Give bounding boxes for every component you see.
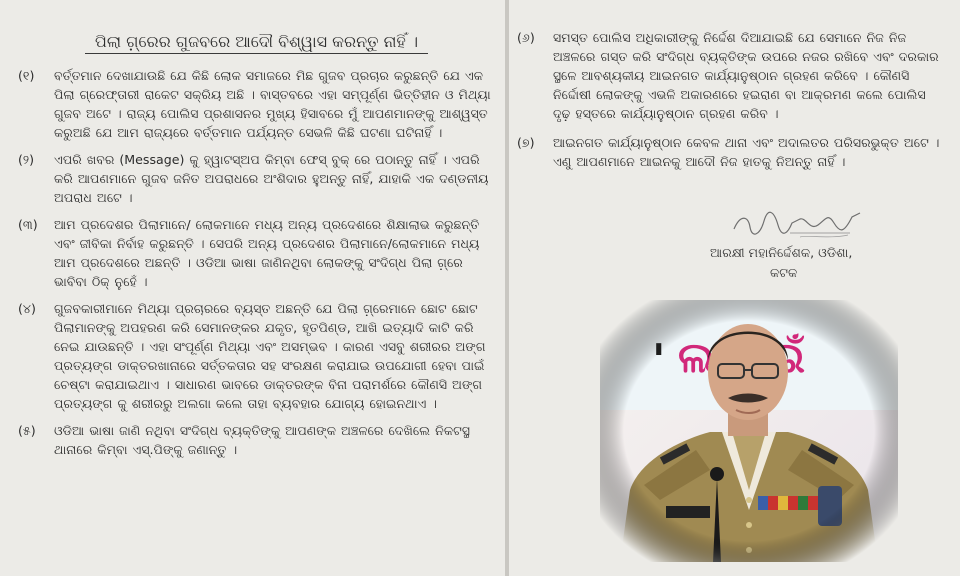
officer-portrait — [600, 300, 898, 562]
paragraph-text: ଏପରି ଖବର (Message) କୁ ହ୍ୱାଟସ୍‌ଅପ କିମ୍ବା ଫେସ୍ ବୁକ୍ ରେ ପଠାନ୍ତୁ ନାହିଁ । ଏପରି କରି ଆପଣମାନେ ଗୁଜବ ଜନିତ ଅପରାଧରେ ଅଂଶିଦାର ହୁଅନ୍ତୁ ନାହିଁ, ଯାହାକି ଏକ ଦଣ୍ଡନୀୟ ଅପରାଧ ଅଟେ । — [54, 152, 489, 205]
signatory-place: କଟକ — [770, 265, 798, 280]
paragraph-text: ଆମ ପ୍ରଦେଶର ପିଲାମାନେ/ ଲୋକମାନେ ମଧ୍ୟ ଅନ୍ୟ ପ୍ରଦେଶରେ ଶିକ୍ଷାଲାଭ କରୁଛନ୍ତି ଏବଂ ଜୀବିକା ନିର୍ବାହ କରୁଛନ୍ତି । ସେପରି ଅନ୍ୟ ପ୍ରଦେଶର ପିଲାମାନେ/ଲୋକମାନେ ମଧ୍ୟ ଆମ ପ୍ରଦେଶରେ ଅଛନ୍ତି । ଓଡିଆ ଭାଷା ଜାଣିନଥିବା ଲୋକଙ୍କୁ ସଂଦିଗ୍ଧ ପିଲା ଗ୍ରେ଼ ଭାବିବା ଠିକ୍ ନୁହେଁ । — [54, 217, 480, 289]
paragraph-number: (୧) — [18, 68, 35, 83]
signatory-designation: ଆରକ୍ଷୀ ମହାନିର୍ଦ୍ଦେଶକ, ଓଡିଶା, — [710, 245, 853, 260]
paragraph-text: ଓଡିଆ ଭାଷା ଜାଣି ନଥିବା ସଂଦିଗ୍ଧ ବ୍ୟକ୍ତିଙ୍କୁ ଆପଣଙ୍କ ଅଞ୍ଚଳରେ ଦେଖିଲେ ନିକଟସ୍ଥ ଥାନାରେ କିମ୍ବା ଏସ୍.ପିଙ୍କୁ ଜଣାନ୍ତୁ । — [54, 423, 470, 457]
paragraph-number: (୬) — [517, 30, 535, 45]
paragraph-text: ସମସ୍ତ ପୋଲିସ ଅଧିକାରୀଙ୍କୁ ନିର୍ଦ୍ଦେଶ ଦିଆଯାଇଛି ଯେ ସେମାନେ ନିଜ ନିଜ ଅଞ୍ଚଳରେ ଗସ୍ତ କରି ସଂଦିଗ୍ଧ ବ୍ୟକ୍ତିଙ୍କ ଉପରେ ନଜର ରଖିବେ ଏବଂ ଦରକାର ସ୍ଥଳେ ଆବଶ୍ୟକୀୟ ଆଇନଗତ କାର୍ଯ୍ୟାନୁଷ୍ଠାନ ଗ୍ରହଣ କରିବେ । କୌଣସି ନିର୍ଦ୍ଦୋଷୀ ଲୋକଙ୍କୁ ଏଭଳି ଅକାରଣରେ ହଇରାଣ ବା ଆକ୍ରମଣ କଲେ ପୋଲିସ ଦୃଢ଼ ହସ୍ତରେ କାର୍ଯ୍ୟାନୁଷ୍ଠାନ ଗ୍ରହଣ କରିବ । — [553, 30, 939, 121]
paragraph-number: (୨) — [18, 152, 35, 167]
paragraph-number: (୭) — [517, 135, 535, 150]
paragraph-7 — [517, 133, 948, 171]
paragraph-3 — [18, 215, 495, 291]
signature-icon — [730, 205, 880, 241]
paragraph-number: (୫) — [18, 423, 36, 438]
official-photo — [600, 300, 898, 562]
paragraph-2 — [18, 150, 495, 207]
paragraph-text: ବର୍ତ୍ତମାନ ଦେଖାଯାଉଛି ଯେ କିଛି ଲୋକ ସମାଜରେ ମିଛ ଗୁଜବ ପ୍ରଚାର କରୁଛନ୍ତି ଯେ ଏକ ପିଲା ଗ୍ରେଫ୍ତାରୀ ରାକେଟ ସକ୍ରିୟ ଅଛି । ବାସ୍ତବରେ ଏହା ସମ୍ପୂର୍ଣ୍ଣ ଭିତ୍ତିହୀନ ଓ ମିଥ୍ୟା ଗୁଜବ ଅଟେ । ରାଜ୍ୟ ପୋଲିସ ପ୍ରଶାସନର ମୁଖ୍ୟ ହିସାବରେ ମୁଁ ଆପଣମାନଙ୍କୁ ଆଶ୍ୱସ୍ତ କରୁଅଛି ଯେ ଆମ ରାଜ୍ୟରେ ବର୍ତ୍ତମାନ ପର୍ଯ୍ୟନ୍ତ ସେଭଳି କିଛି ଘଟଣା ଘଟିନାହିଁ । — [54, 68, 491, 140]
paragraph-5 — [18, 421, 495, 459]
signature-block — [710, 205, 950, 283]
paragraph-number: (୩) — [18, 217, 38, 232]
paragraph-1 — [18, 66, 495, 142]
paragraph-6 — [517, 28, 948, 123]
paragraph-text: ଆଇନଗତ କାର୍ଯ୍ୟାନୁଷ୍ଠାନ କେବଳ ଥାନା ଏବଂ ଅଦାଲତର ପରିସରଭୁକ୍ତ ଅଟେ । ଏଣୁ ଆପଣମାନେ ଆଇନକୁ ଆଦୌ ନିଜ ହାତକୁ ନିଅନ୍ତୁ ନାହିଁ । — [553, 135, 940, 169]
document-title: ପିଲା ଗ୍ରେ଼ର ଗୁଜବରେ ଆଦୌ ବିଶ୍ୱାସ କରନ୍ତୁ ନାହିଁ । — [18, 32, 495, 52]
paragraph-4 — [18, 299, 495, 413]
paragraph-text: ଗୁଜବକାରୀମାନେ ମିଥ୍ୟା ପ୍ରଚାରରେ ବ୍ୟସ୍ତ ଅଛନ୍ତି ଯେ ପିଲା ଗ୍ରେ଼ମାନେ ଛୋଟ ଛୋଟ ପିଲାମାନଙ୍କୁ ଅପହରଣ କରି ସେମାନଙ୍କର ଯକୃତ, ହୃତପିଣ୍ଡ, ଆଖି ଇତ୍ୟାଦି କାଟି କରି ନେଇ ଯାଉଛନ୍ତି । ଏହା ସଂପୂର୍ଣ୍ଣ ମିଥ୍ୟା ଏବଂ ଅସମ୍ଭବ । କାରଣ ଏସବୁ ଶରୀରର ଅଙ୍ଗ ପ୍ରତ୍ୟଙ୍ଗ ଡାକ୍ତରଖାନାରେ ସର୍ତ୍ତକତାର ସହ ସଂରକ୍ଷଣ କରାଯାଇ ଉପଯୋଗୀ ହେବା ପାଇଁ ଚେଷ୍ଟା କରାଯାଇଥାଏ । ସାଧାରଣ ଭାବରେ ଡାକ୍ତରଙ୍କ ବିନା ପରାମର୍ଶରେ କୌଣସି ଅଙ୍ଗ ପ୍ରତ୍ୟଙ୍ଗ କୁ ଶରୀରରୁ ଅଲଗା କଲେ ତାହା ବ୍ୟବହାର ଯୋଗ୍ୟ ହୋଇନଥାଏ । — [54, 301, 486, 411]
paragraph-number: (୪) — [18, 301, 36, 316]
